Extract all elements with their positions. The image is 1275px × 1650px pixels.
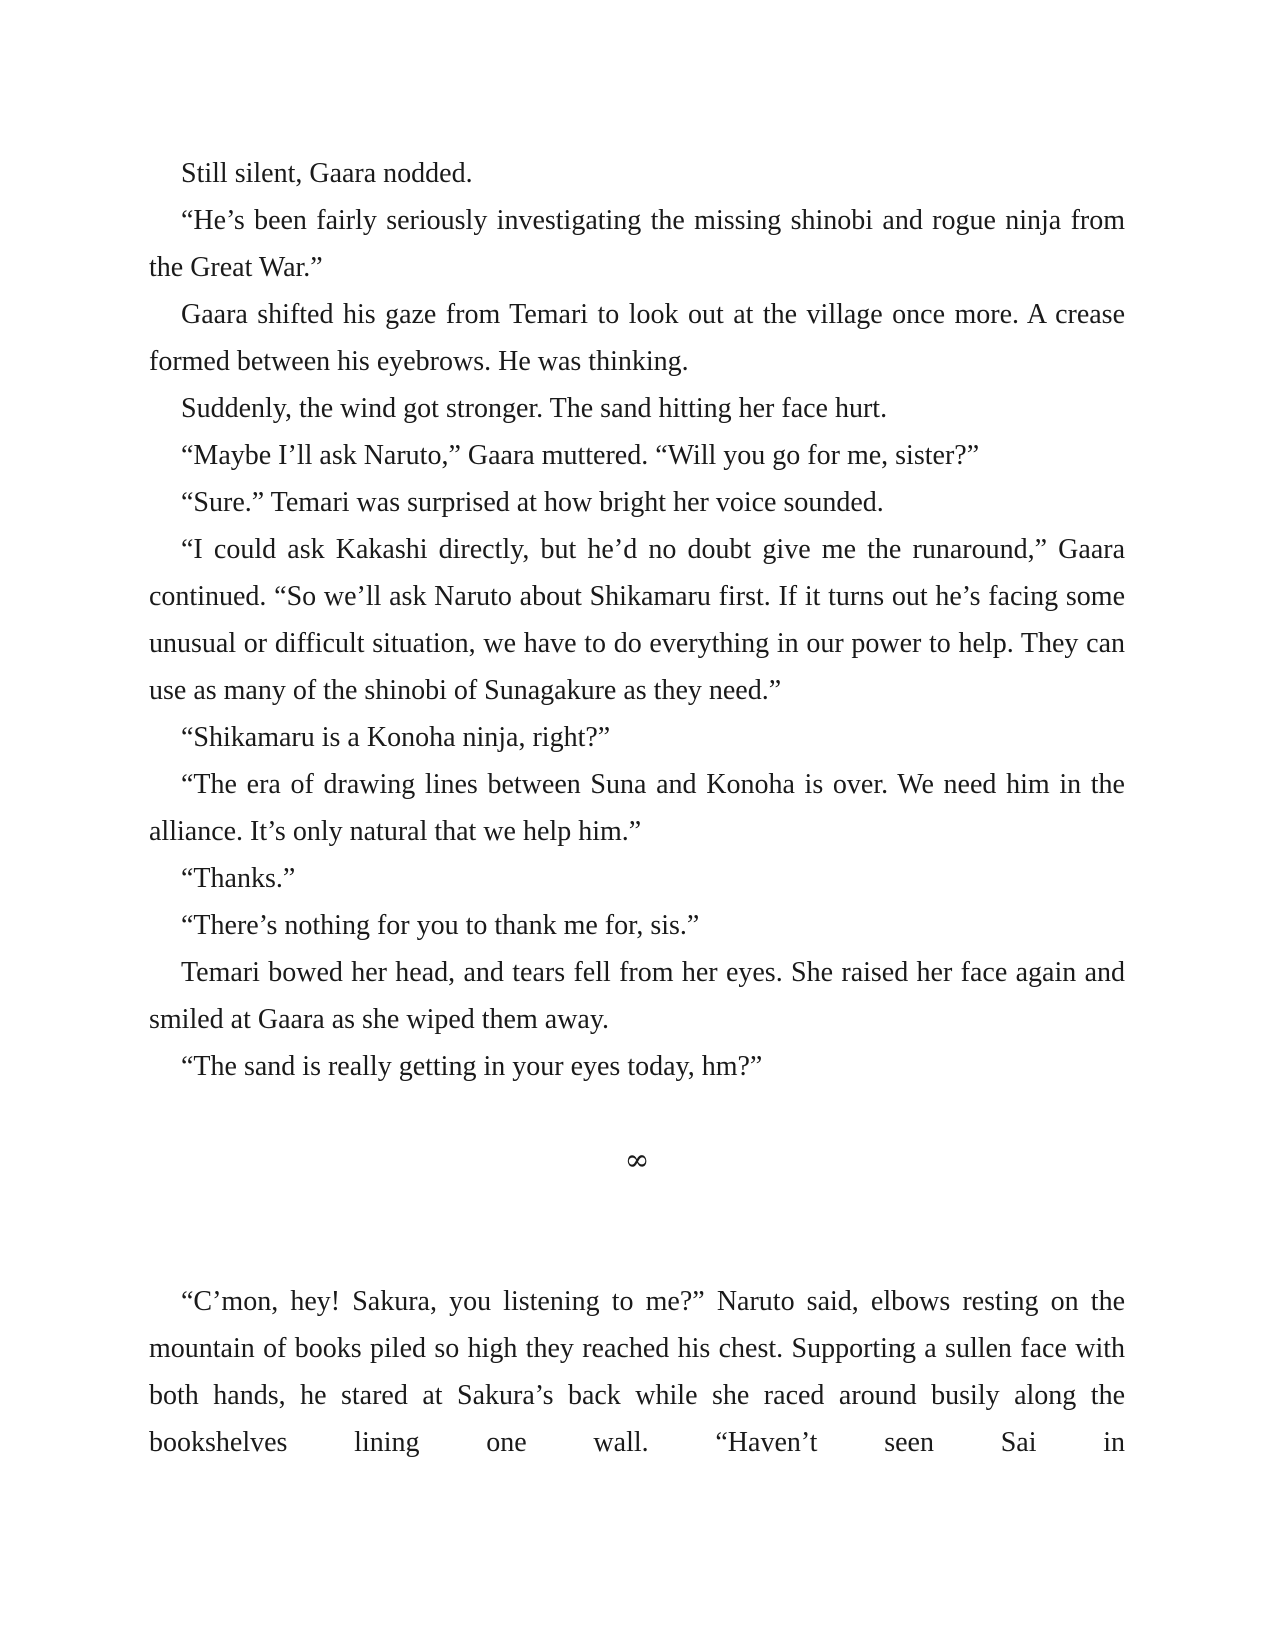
paragraph: “The sand is really getting in your eyes today, hm?” (181, 1051, 763, 1082)
paragraph: “He’s been fairly seriously investigating the missing shinobi and rogue ninja from the Great War.” (149, 205, 1125, 283)
paragraph: “Maybe I’ll ask Naruto,” Gaara muttered. “Will you go for me, sister?” (181, 440, 980, 471)
section-break-symbol: ∞ (624, 1143, 650, 1178)
paragraph: Gaara shifted his gaze from Temari to look out at the village once more. A crease formed between his eyebrows. He was thinking. (149, 299, 1125, 377)
paragraph: Temari bowed her head, and tears fell from her eyes. She raised her face again and smiled at Gaara as she wiped them away. (149, 957, 1125, 1035)
paragraph: “There’s nothing for you to thank me for, sis.” (181, 910, 700, 941)
page-body (149, 150, 1125, 1466)
paragraph: “C’mon, hey! Sakura, you listening to me?” Naruto said, elbows resting on the mountain of books piled so high they reached his chest. Supporting a sullen face with both hands, he stared at Sakura’s back while she raced around busily along the bookshelves lining one wall. “Haven’t seen Sai in (149, 1286, 1125, 1458)
paragraph: “Shikamaru is a Konoha ninja, right?” (181, 722, 611, 753)
paragraph: “Thanks.” (181, 863, 296, 894)
paragraph: “I could ask Kakashi directly, but he’d no doubt give me the runaround,” Gaara continued. “So we’ll ask Naruto about Shikamaru first. If it turns out he’s facing some unusual or difficult situation, we have to do everything in our power to help. They can use as many of the shinobi of Sunagakure as they need.” (149, 534, 1125, 706)
paragraph: “Sure.” Temari was surprised at how bright her voice sounded. (181, 487, 884, 518)
paragraph: Still silent, Gaara nodded. (181, 158, 473, 189)
paragraph: “The era of drawing lines between Suna and Konoha is over. We need him in the alliance. It’s only natural that we help him.” (149, 769, 1125, 847)
paragraph: Suddenly, the wind got stronger. The sand hitting her face hurt. (181, 393, 888, 424)
